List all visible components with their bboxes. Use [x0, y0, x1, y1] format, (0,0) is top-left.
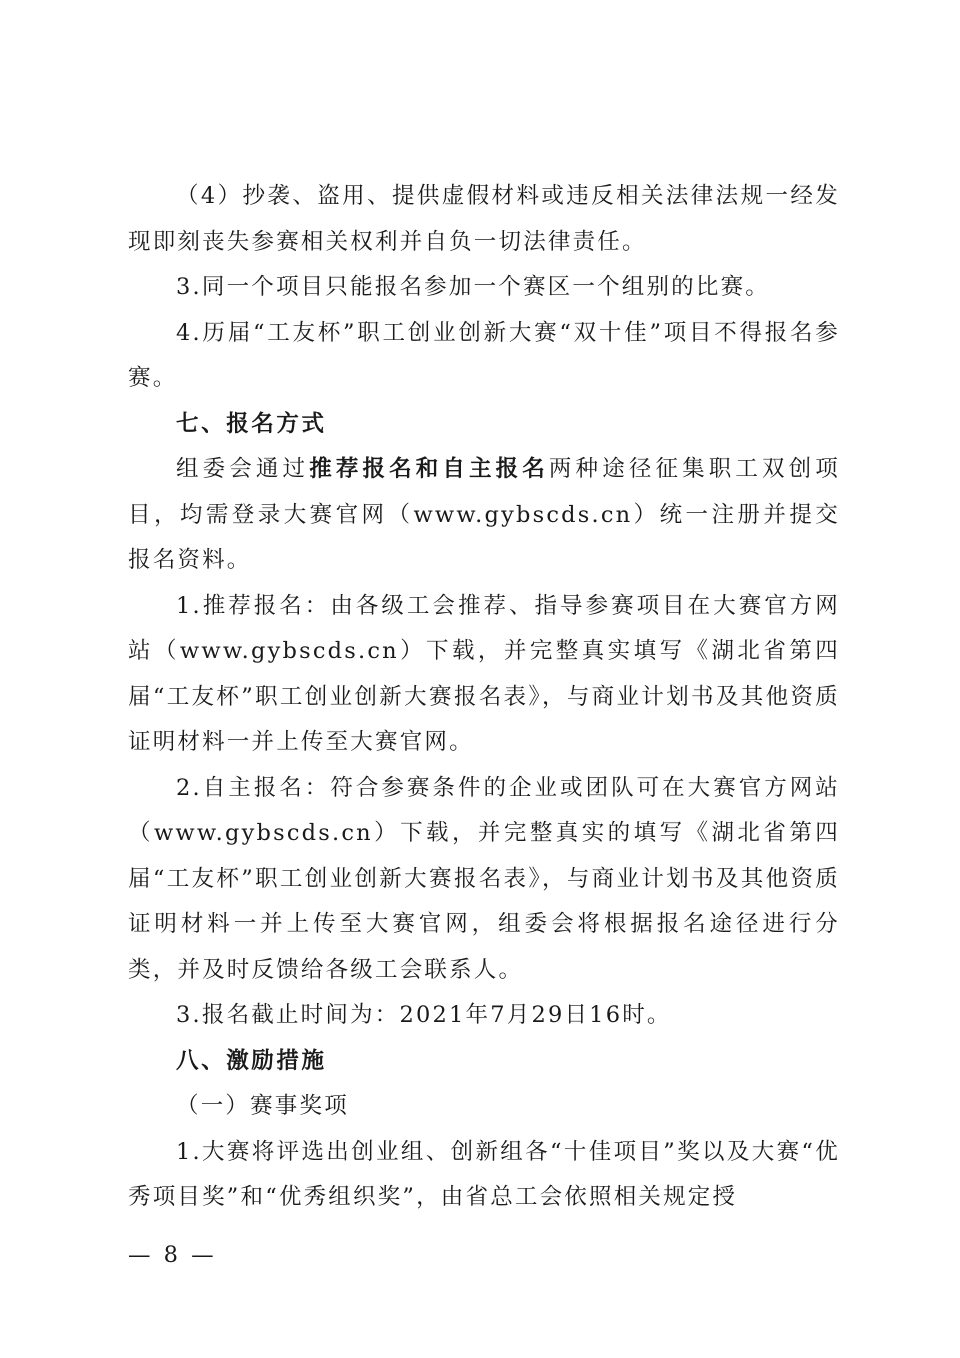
- document-body: [128, 174, 840, 1221]
- paragraph-one-project-rule: 3.同一个项目只能报名参加一个赛区一个组别的比赛。: [176, 274, 770, 300]
- paragraph-registration-intro: [128, 447, 840, 584]
- paragraph-self-registration: 2.自主报名：符合参赛条件的企业或团队可在大赛官方网站（www.gybscds.cn）下载，并完整真实的填写《湖北省第四届“工友杯”职工创业创新大赛报名表》，与商业计划书及其他资质证明材料一并上传至大赛官网，组委会将根据报名途径进行分类，并及时反馈给各级工会联系人。: [128, 774, 840, 983]
- paragraph-registration-deadline: 3.报名截止时间为：2021年7月29日16时。: [176, 1002, 672, 1028]
- registration-intro-rest: 两种途径征集职工双创项目，均需登录大赛官网（www.gybscds.cn）统一注册并提交报名资料。: [128, 456, 840, 573]
- paragraph-past-winners-rule: 4.历届“工友杯”职工创业创新大赛“双十佳”项目不得报名参赛。: [128, 319, 840, 391]
- section-heading-registration-method: 七、报名方式: [176, 410, 327, 437]
- paragraph-recommended-registration: 1.推荐报名：由各级工会推荐、指导参赛项目在大赛官方网站（www.gybscds.cn）下载，并完整真实填写《湖北省第四届“工友杯”职工创业创新大赛报名表》，与商业计划书及其他资质证明材料一并上传至大赛官网。: [128, 592, 840, 755]
- registration-intro-emphasis: 推荐报名和自主报名: [309, 456, 549, 482]
- page-number: — 8 —: [128, 1242, 217, 1268]
- subsection-heading-awards: （一）赛事奖项: [176, 1093, 349, 1119]
- registration-intro-lead: 组委会通过: [176, 456, 310, 482]
- section-heading-incentives: 八、激励措施: [176, 1047, 327, 1074]
- paragraph-plagiarism-clause: （4）抄袭、盗用、提供虚假材料或违反相关法律法规一经发现即刻丧失参赛相关权利并自负一切法律责任。: [128, 183, 840, 255]
- paragraph-awards-description: 1.大赛将评选出创业组、创新组各“十佳项目”奖以及大赛“优秀项目奖”和“优秀组织奖”，由省总工会依照相关规定授: [128, 1138, 840, 1210]
